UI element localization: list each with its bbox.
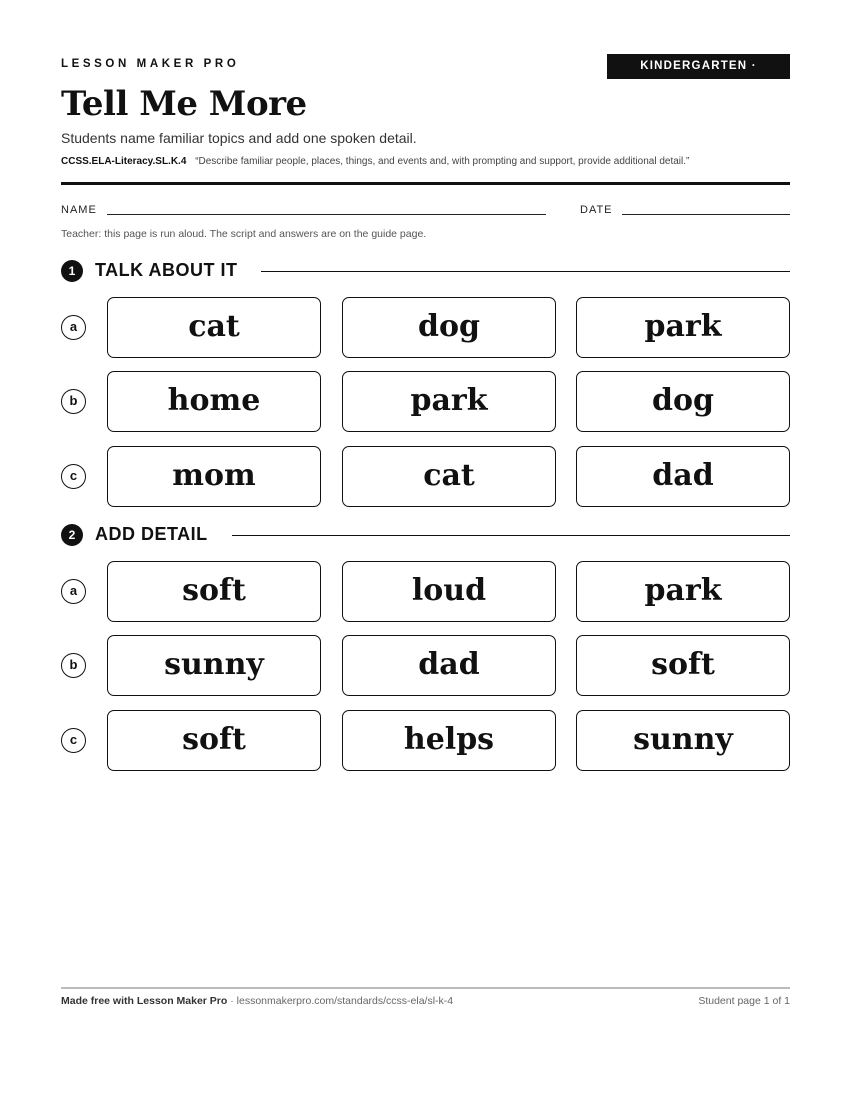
word-card[interactable]: home [107,371,321,432]
brand-name: LESSON MAKER PRO [61,58,240,70]
word-card[interactable]: dog [576,371,790,432]
section-number: 2 [61,524,83,546]
standard-code: CCSS.ELA-Literacy.SL.K.4 [61,156,187,167]
worksheet-page [61,0,790,1100]
word-card[interactable]: sunny [107,635,321,696]
header-divider [61,182,790,185]
section-header [61,523,790,547]
row-letter: a [61,579,86,604]
word-card[interactable]: dog [342,297,556,358]
date-field[interactable] [622,214,790,215]
footer-divider [61,987,790,989]
word-card[interactable]: dad [342,635,556,696]
name-field[interactable] [107,214,546,215]
standard-line [61,156,689,167]
word-card[interactable]: park [342,371,556,432]
section-title: ADD DETAIL [95,524,208,544]
word-card[interactable]: mom [107,446,321,507]
word-row [61,446,790,508]
page-subtitle: Students name familiar topics and add one spoken detail. [61,130,417,146]
word-row [61,710,790,772]
footer-page-label: Student page 1 of 1 [698,995,790,1007]
row-letter: c [61,728,86,753]
section-number: 1 [61,260,83,282]
word-card[interactable]: soft [107,710,321,771]
word-card[interactable]: cat [342,446,556,507]
word-card[interactable]: helps [342,710,556,771]
section-header [61,259,790,283]
section-title: TALK ABOUT IT [95,260,238,280]
row-letter: b [61,653,86,678]
standard-text: “Describe familiar people, places, things, and events and, with prompting and support, provide additional detail.” [195,156,690,167]
word-card[interactable]: soft [107,561,321,622]
word-card[interactable]: soft [576,635,790,696]
word-card[interactable]: cat [107,297,321,358]
row-letter: c [61,464,86,489]
word-card[interactable]: park [576,297,790,358]
word-row [61,561,790,623]
word-row [61,635,790,697]
footer-made-with: Made free with Lesson Maker Pro [61,995,228,1007]
page-title: Tell Me More [61,84,307,124]
row-letter: b [61,389,86,414]
footer-credit [61,995,453,1007]
word-row [61,297,790,359]
word-card[interactable]: sunny [576,710,790,771]
row-letter: a [61,315,86,340]
teacher-note: Teacher: this page is run aloud. The script and answers are on the guide page. [61,228,427,240]
date-label: DATE [580,204,613,216]
section-divider [232,535,790,536]
name-label: NAME [61,204,97,216]
section-divider [261,271,790,272]
grade-badge: KINDERGARTEN · SL.K.4 [607,54,790,79]
word-card[interactable]: dad [576,446,790,507]
word-row [61,371,790,433]
word-card[interactable]: loud [342,561,556,622]
footer-url[interactable]: · lessonmakerpro.com/standards/ccss-ela/sl-k-4 [227,995,454,1007]
word-card[interactable]: park [576,561,790,622]
name-date-row [61,204,790,220]
